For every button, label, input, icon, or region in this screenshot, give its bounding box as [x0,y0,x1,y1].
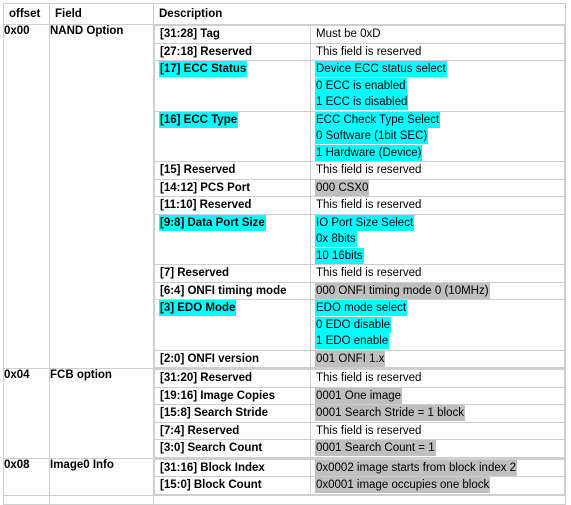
bitfield-name: [15:0] Block Count [160,479,262,491]
bitfield-name-cell [155,422,311,440]
description-line [315,231,560,248]
description-line [315,283,560,300]
description-text: 0 EDO disable [316,318,391,331]
table-body [4,25,566,505]
description-line [315,26,560,43]
description-text: ECC Check Type Select [316,113,440,126]
bitfield-description-cell [311,43,565,61]
bitfield-name-cell [155,387,311,405]
description-text: This field is reserved [316,164,422,176]
description-line [315,94,560,111]
bitfield-description-cell [311,405,565,423]
bitfield-row [155,350,565,368]
bitfield-description-cell [311,162,565,180]
description-line [315,197,560,214]
description-line [315,405,560,422]
bitfield-row [155,26,565,44]
bitfield-row [155,265,565,283]
bitfield-table [154,369,565,458]
bitfield-row [155,162,565,180]
description-text: 0001 One image [316,389,402,402]
description-text: This field is reserved [316,45,422,58]
description-line [315,78,560,95]
description-line [315,370,560,387]
bitfield-name-cell [155,179,311,197]
description-line [315,128,560,145]
bitfield-description-cell [311,111,565,162]
bitfield-name-cell [155,265,311,283]
bitfield-description-cell [311,350,565,368]
bitfield-name-cell [155,111,311,162]
description-line [315,460,560,477]
bitfield-name: [31:20] Reserved [160,372,253,384]
description-line [315,265,560,282]
description-line [315,317,560,334]
bitfield-row [155,197,565,215]
bitfield-name-cell [155,350,311,368]
description-line [315,162,560,179]
bitfield-row [155,370,565,388]
description-text: 000 ONFI timing mode 0 (10MHz) [316,284,489,297]
description-line [315,388,560,405]
bitfield-row [155,440,565,458]
description-line [315,215,560,232]
bitfield-table [154,25,565,368]
section-row [4,458,566,495]
empty-cell [50,495,154,504]
bitfield-name-cell [155,370,311,388]
description-line [315,300,560,317]
description-text: Device ECC status select [316,63,446,75]
description-text: This field is reserved [316,199,422,211]
bitfield-row [155,459,565,477]
bitfield-name: [3] EDO Mode [160,302,236,314]
bitfield-name: [14:12] PCS Port [160,181,251,194]
section-description [154,458,566,495]
section-field-name: FCB option [50,369,154,459]
bitfield-name: [31:28] Tag [160,28,220,40]
section-description [154,25,566,369]
bitfield-name: [7] Reserved [160,267,230,279]
bitfield-row [155,61,565,112]
section-offset: 0x00 [4,25,50,369]
bitfield-name-cell [155,459,311,477]
description-text: Must be 0xD [316,28,381,40]
bitfield-row [155,111,565,162]
description-text: 1 Hardware (Device) [316,146,422,159]
description-text: 0x 8bits [316,233,356,245]
description-line [315,333,560,350]
bitfield-row [155,422,565,440]
bitfield-description-cell [311,370,565,388]
description-line [315,180,560,197]
bitfield-row [155,387,565,405]
description-line [315,61,560,78]
bitfield-name: [15] Reserved [160,164,236,176]
bitfield-name-cell [155,162,311,180]
description-line [315,145,560,162]
bitfield-name-cell [155,61,311,112]
description-line [315,440,560,457]
description-text: IO Port Size Select [316,216,414,229]
bitfield-description-cell [311,440,565,458]
description-text: 10 16bits [316,249,363,262]
bitfield-name-cell [155,440,311,458]
bitfield-name: [3:0] Search Count [160,442,263,454]
empty-cell [154,495,566,504]
bitfield-name: [19:16] Image Copies [160,389,276,402]
section-row [4,369,566,459]
bitfield-name: [15:8] Search Stride [160,407,269,419]
header-offset: offset [4,4,50,25]
description-text: 1 EDO enable [316,335,389,347]
bitfield-description-cell [311,26,565,44]
bitfield-name: [2:0] ONFI version [160,352,260,365]
bitfield-name-cell [155,43,311,61]
bitfield-name-cell [155,282,311,300]
section-description [154,369,566,459]
header-row [4,4,566,25]
description-text: This field is reserved [316,267,422,279]
bitfield-description-cell [311,265,565,283]
bitfield-row [155,43,565,61]
description-line [315,44,560,61]
bitfield-row [155,300,565,351]
bitfield-name-cell [155,477,311,495]
description-text: 1 ECC is disabled [316,96,408,108]
bitfield-name: [7:4] Reserved [160,424,240,437]
nand-option-table [3,3,566,505]
description-text: This field is reserved [316,424,422,437]
description-text: 0001 Search Count = 1 [316,442,435,454]
description-text: 0001 Search Stride = 1 block [316,407,464,419]
bitfield-name: [9:8] Data Port Size [160,216,265,229]
bitfield-description-cell [311,214,565,265]
section-offset: 0x08 [4,458,50,495]
description-line [315,477,560,494]
bitfield-name: [31:16] Block Index [160,461,265,474]
header-field: Field [50,4,154,25]
bitfield-name: [16] ECC Type [160,113,238,126]
bitfield-description-cell [311,282,565,300]
description-line [315,351,560,368]
bitfield-row [155,282,565,300]
bitfield-name-cell [155,405,311,423]
bitfield-description-cell [311,477,565,495]
section-field-name: NAND Option [50,25,154,369]
description-line [315,112,560,129]
bitfield-description-cell [311,387,565,405]
bitfield-name-cell [155,214,311,265]
description-line [315,248,560,265]
bitfield-row [155,477,565,495]
description-text: 0 Software (1bit SEC) [316,130,428,142]
bitfield-row [155,214,565,265]
header-description: Description [154,4,566,25]
description-line [315,423,560,440]
description-text: 001 ONFI 1.x [316,352,385,365]
bitfield-name-cell [155,300,311,351]
bitfield-name: [6:4] ONFI timing mode [160,284,287,297]
bitfield-description-cell [311,300,565,351]
description-text: 0x0002 image starts from block index 2 [316,461,517,474]
description-text: This field is reserved [316,372,422,384]
bitfield-table [154,459,565,495]
section-row [4,25,566,369]
section-field-name: Image0 Info [50,458,154,495]
bitfield-name-cell [155,197,311,215]
bitfield-description-cell [311,459,565,477]
description-text: 000 CSX0 [316,181,369,194]
bitfield-description-cell [311,197,565,215]
description-text: EDO mode select [316,302,407,314]
bitfield-name: [11:10] Reserved [160,199,252,211]
bitfield-row [155,179,565,197]
bitfield-name-cell [155,26,311,44]
bitfield-name: [17] ECC Status [160,63,247,75]
section-offset: 0x04 [4,369,50,459]
bitfield-name: [27:18] Reserved [160,45,253,58]
description-text: 0 ECC is enabled [316,79,406,92]
table-row [4,495,566,504]
bitfield-description-cell [311,422,565,440]
bitfield-description-cell [311,61,565,112]
bitfield-row [155,405,565,423]
empty-cell [4,495,50,504]
bitfield-description-cell [311,179,565,197]
description-text: 0x0001 image occupies one block [316,479,490,491]
